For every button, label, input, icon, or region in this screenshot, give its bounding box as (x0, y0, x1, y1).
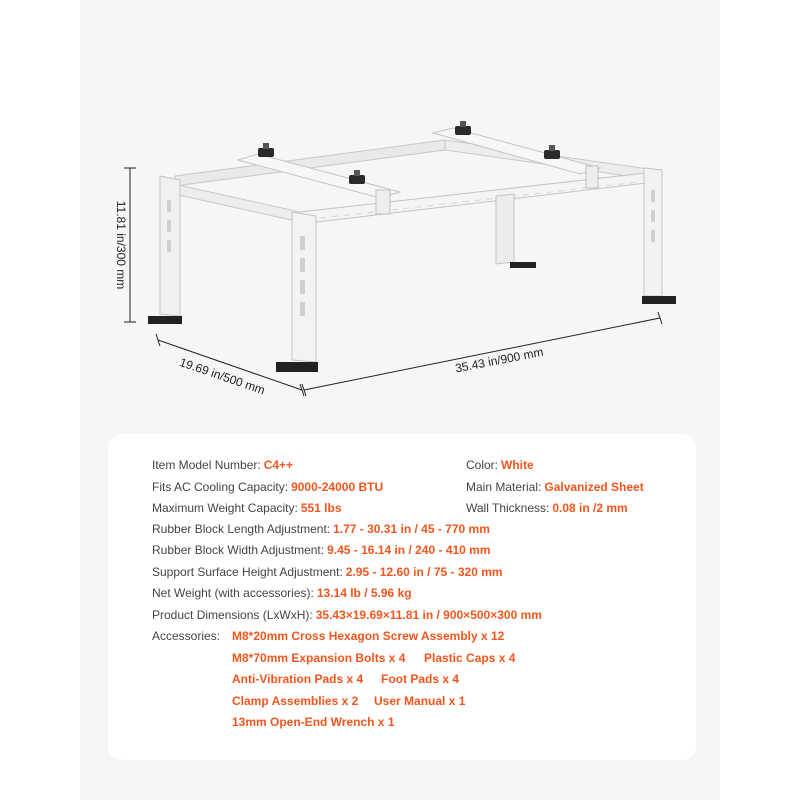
spec-label: Rubber Block Width Adjustment: (152, 543, 325, 557)
spec-value: 13.14 lb / 5.96 kg (316, 586, 412, 600)
spec-label: Color: (466, 458, 499, 472)
width-dimension-label: 35.43 in/900 mm (454, 344, 545, 376)
accessory-item: Foot Pads x 4 (381, 672, 460, 686)
spec-label: Maximum Weight Capacity: (152, 501, 298, 515)
spec-value: 1.77 - 30.31 in / 45 - 770 mm (333, 522, 490, 536)
spec-value: C4++ (263, 458, 294, 472)
spec-height-adjustment (152, 565, 503, 579)
spec-product-dimensions (152, 608, 542, 622)
spec-label: Net Weight (with accessories): (152, 586, 314, 600)
spec-value: Galvanized Sheet (544, 480, 644, 494)
accessory-item: 13mm Open-End Wrench x 1 (232, 715, 395, 729)
accessory-item: User Manual x 1 (374, 694, 466, 708)
spec-value: 0.08 in /2 mm (552, 501, 628, 515)
spec-value: 2.95 - 12.60 in / 75 - 320 mm (345, 565, 503, 579)
spec-value: 551 lbs (300, 501, 342, 515)
accessories-label: Accessories: (152, 629, 221, 643)
spec-value: 9000-24000 BTU (291, 480, 384, 494)
stand-frame (165, 128, 655, 224)
height-dimension-label: 11.81 in/300 mm (114, 200, 128, 290)
spec-label: Wall Thickness: (466, 501, 550, 515)
spec-value: 9.45 - 16.14 in / 240 - 410 mm (327, 543, 491, 557)
spec-model (152, 458, 293, 472)
spec-weight-capacity (152, 501, 342, 515)
accessory-item: Clamp Assemblies x 2 (232, 694, 359, 708)
depth-dimension-label: 19.69 in/500 mm (177, 355, 267, 398)
spec-value: White (501, 458, 534, 472)
spec-wall-thickness (466, 501, 628, 515)
accessory-item: Plastic Caps x 4 (424, 651, 516, 665)
accessory-item: Anti-Vibration Pads x 4 (232, 672, 364, 686)
spec-label: Support Surface Height Adjustment: (152, 565, 343, 579)
spec-net-weight (152, 586, 412, 600)
spec-capacity (152, 480, 383, 494)
spec-width-adjustment (152, 543, 491, 557)
spec-label: Fits AC Cooling Capacity: (152, 480, 289, 494)
spec-material (466, 480, 644, 494)
accessory-item: M8*20mm Cross Hexagon Screw Assembly x 12 (232, 629, 505, 643)
spec-label: Item Model Number: (152, 458, 261, 472)
spec-color (466, 458, 534, 472)
spec-label: Main Material: (466, 480, 542, 494)
accessory-item: M8*70mm Expansion Bolts x 4 (232, 651, 406, 665)
spec-value: 35.43×19.69×11.81 in / 900×500×300 mm (315, 608, 542, 622)
spec-length-adjustment (152, 522, 490, 536)
spec-label: Rubber Block Length Adjustment: (152, 522, 331, 536)
spec-label: Product Dimensions (LxWxH): (152, 608, 313, 622)
